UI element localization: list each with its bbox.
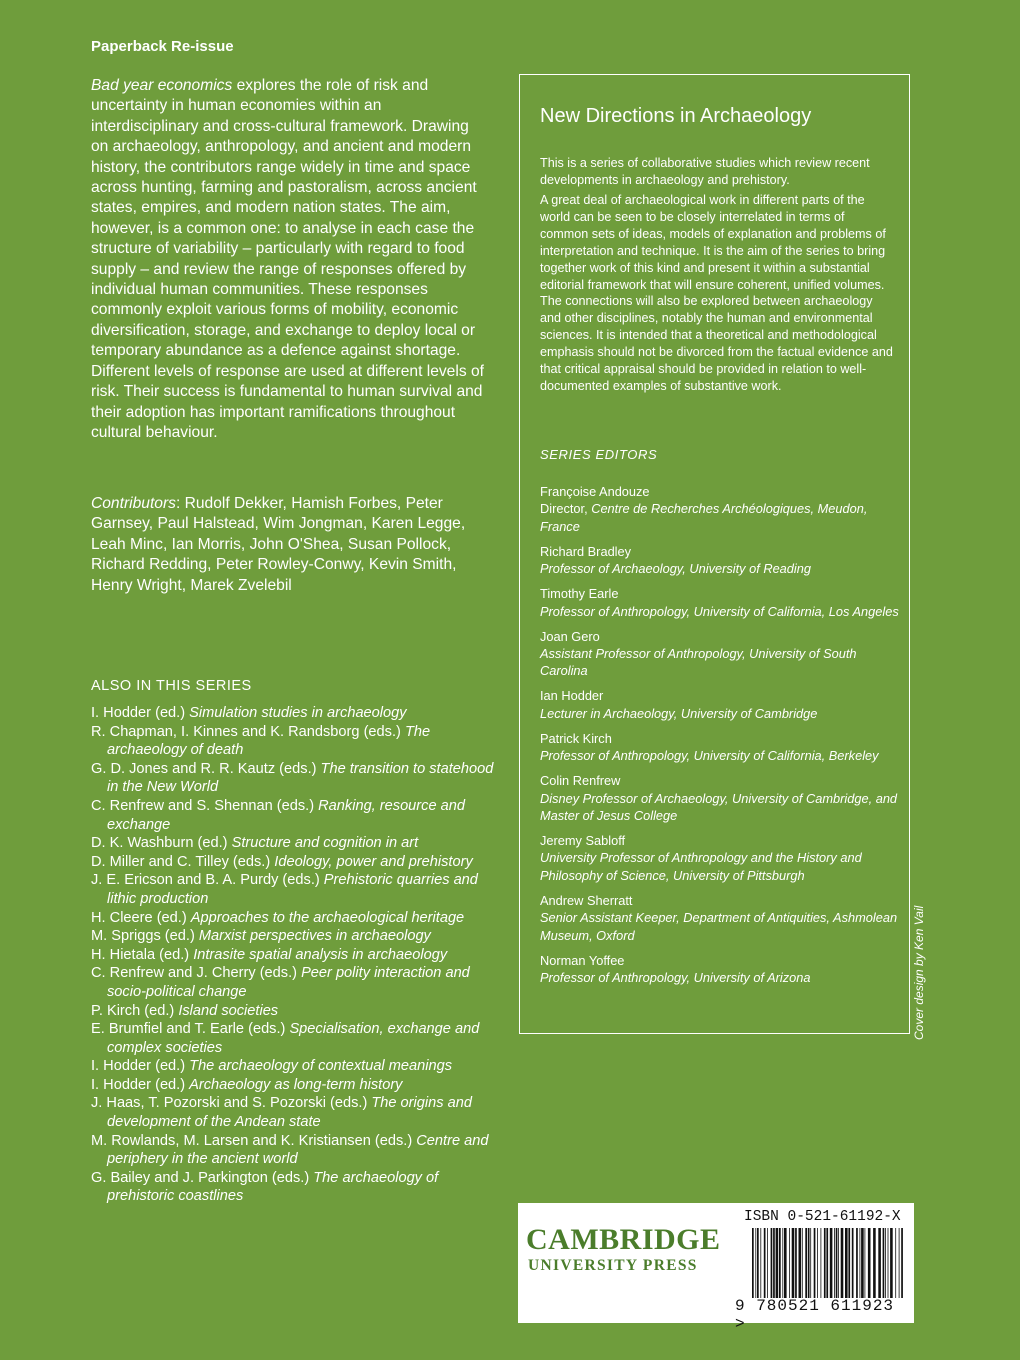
editor-role-text: Professor of Anthropology, University of California, Berkeley [540, 748, 879, 764]
series-book-item [91, 964, 501, 1001]
series-book-title: The archaeology of death [107, 723, 431, 759]
series-book-authors: D. K. Washburn (ed.) [91, 835, 232, 852]
contributors [91, 494, 486, 596]
series-book-authors: C. Renfrew and J. Cherry (eds.) [91, 965, 302, 982]
publisher-logo [526, 1225, 736, 1275]
series-book-authors: J. Haas, T. Pozorski and S. Pozorski (eds.) [91, 1095, 372, 1112]
series-book-authors: C. Renfrew and S. Shennan (eds.) [91, 797, 319, 814]
series-book-item [91, 1132, 501, 1169]
series-editors-list [540, 483, 900, 994]
series-book-title: Intrasite spatial analysis in archaeology [193, 946, 448, 963]
series-book-item [91, 760, 501, 797]
series-book-title: Prehistoric quarries and lithic production [107, 872, 478, 907]
editor-role [540, 790, 900, 825]
series-book-title: Marxist perspectives in archaeology [198, 928, 431, 945]
series-book-authors: R. Chapman, I. Kinnes and K. Randsborg (eds.) [91, 723, 405, 740]
series-editor [540, 483, 900, 535]
series-book-item [91, 1057, 501, 1076]
series-book-item [91, 909, 501, 928]
series-editor [540, 585, 900, 620]
editor-name: Colin Renfrew [540, 773, 621, 789]
series-book-title: Specialisation, exchange and complex societies [107, 1021, 480, 1056]
series-title: New Directions in Archaeology [540, 105, 812, 127]
series-book-item [91, 853, 501, 872]
editor-role-text: Professor of Archaeology, University of Reading [540, 561, 811, 577]
description-text: explores the role of risk and uncertainty in human economies within an interdisciplinary and cross-cultural framework. Drawing on archaeology, anthropology, and ancient and modern history, the contributors range widely in time and space across hunting, farming and pastoralism, across ancient states, empires, and modern nation states. The aim, however, is a common one: to analyse in each case the structure of variability – particularly with regard to food supply – and review the range of responses offered by individual human communities. These responses commonly exploit various forms of mobility, economic diversification, storage, and exchange to deploy local or temporary abundance as a defence against shortage. Different levels of response are used at different levels of risk. Their success is fundamental to human survival and their adoption has important ramifications throughout cultural behaviour. [91, 77, 484, 441]
series-book-item [91, 723, 501, 760]
series-book-title: Ranking, resource and exchange [107, 797, 465, 833]
editor-role-text: Senior Assistant Keeper, Department of Antiquities, Ashmolean Museum, Oxford [540, 910, 898, 943]
series-book-item [91, 1169, 501, 1206]
series-book-item [91, 946, 501, 965]
editor-role-text: Professor of Anthropology, University of Arizona [540, 970, 811, 986]
editor-role [540, 560, 900, 577]
series-paragraph-2: A great deal of archaeological work in different parts of the world can be seen to be closely interrelated in terms of common sets of ideas, models of explanation and problems of interpretation and technique. It is the aim of the series to bring together work of this kind and present it within a substantial editorial framework that will ensure coherent, unified volumes. The connections will also be explored between archaeology and other disciplines, notably the human and environmental sciences. It is intended that a theoretical and methodological emphasis should not be divorced from the factual evidence and that critical appraisal should be provided in relation to well-documented examples of substantive work. [540, 193, 893, 393]
also-in-series-heading: ALSO IN THIS SERIES [91, 678, 252, 694]
editor-role [540, 705, 900, 722]
series-book-title: Peer polity interaction and socio-political change [107, 965, 470, 1000]
editor-role [540, 849, 900, 884]
series-book-item [91, 797, 501, 834]
series-book-item [91, 1094, 501, 1131]
series-book-authors: M. Spriggs (ed.) [91, 928, 199, 945]
series-book-title: The origins and development of the Andean state [107, 1095, 472, 1131]
editor-role [540, 909, 900, 944]
publisher-press: UNIVERSITY PRESS [528, 1257, 698, 1274]
editor-name: Patrick Kirch [540, 730, 612, 746]
series-book-item [91, 927, 501, 946]
editor-role [540, 747, 900, 764]
book-title-italic: Bad year economics [91, 77, 233, 94]
series-editor [540, 730, 900, 765]
editor-name: Richard Bradley [540, 543, 632, 559]
series-book-title: Island societies [178, 1002, 279, 1019]
series-info-box [519, 74, 910, 1034]
series-book-title: The archaeology of contextual meanings [189, 1058, 453, 1075]
publisher-name: CAMBRIDGE [526, 1223, 721, 1256]
series-paragraph-1: This is a series of collaborative studies which review recent developments in archaeology and prehistory. [540, 156, 870, 187]
editor-role-text: University Professor of Anthropology and the History and Philosophy of Science, University of Pittsburgh [540, 850, 862, 883]
series-book-title: Centre and periphery in the ancient world [107, 1132, 489, 1168]
series-book-authors: I. Hodder (ed.) [91, 1076, 190, 1093]
series-book-item [91, 704, 501, 723]
series-book-authors: E. Brumfiel and T. Earle (eds.) [91, 1021, 290, 1038]
editor-role [540, 603, 900, 620]
isbn-number: ISBN 0-521-61192-X [744, 1209, 901, 1225]
series-editor [540, 543, 900, 578]
editor-role-text: Lecturer in Archaeology, University of Cambridge [540, 705, 818, 721]
barcode-icon [752, 1228, 904, 1298]
editor-name: Timothy Earle [540, 586, 619, 602]
series-editor [540, 952, 900, 987]
editor-role [540, 645, 900, 680]
series-book-authors: J. E. Ericson and B. A. Purdy (eds.) [91, 872, 324, 889]
editor-name: Jeremy Sabloff [540, 833, 626, 849]
series-book-authors: P. Kirch (ed.) [91, 1002, 179, 1019]
editor-role-prefix: Director, [540, 501, 592, 517]
editor-role-text: Disney Professor of Archaeology, University of Cambridge, and Master of Jesus College [540, 790, 898, 824]
editor-role [540, 500, 900, 535]
series-book-title: The archaeology of prehistoric coastlines [107, 1169, 439, 1205]
series-editors-heading: SERIES EDITORS [540, 447, 658, 462]
editor-name: Ian Hodder [540, 688, 604, 704]
contributors-names: : Rudolf Dekker, Hamish Forbes, Peter Garnsey, Paul Halstead, Wim Jongman, Karen Legge, Leah Minc, Ian Morris, John O'Shea, Susan Pollock, Richard Redding, Peter Rowley-Conwy, Kevin Smith, Henry Wright, Marek Zvelebil [91, 495, 466, 594]
series-editor [540, 628, 900, 680]
series-editor [540, 832, 900, 884]
reissue-label: Paperback Re-issue [91, 38, 234, 55]
editor-name: Françoise Andouze [540, 484, 650, 499]
publisher-panel [518, 1203, 914, 1333]
series-editor [540, 772, 900, 824]
series-book-authors: H. Hietala (ed.) [91, 946, 194, 963]
series-book-authors: I. Hodder (ed.) [91, 1058, 190, 1075]
editor-name: Norman Yoffee [540, 952, 625, 968]
series-book-authors: G. Bailey and J. Parkington (eds.) [91, 1169, 314, 1186]
series-book-authors: I. Hodder (ed.) [91, 705, 190, 721]
series-book-item [91, 1076, 501, 1095]
series-book-item [91, 1020, 501, 1057]
series-book-title: The transition to statehood in the New World [107, 760, 494, 796]
series-book-authors: D. Miller and C. Tilley (eds.) [91, 853, 275, 870]
editor-role-text: Assistant Professor of Anthropology, University of South Carolina [540, 646, 857, 679]
editor-role-text: Professor of Anthropology, University of California, Los Angeles [540, 603, 899, 619]
series-book-title: Archaeology as long-term history [189, 1076, 403, 1093]
series-book-title: Simulation studies in archaeology [189, 705, 407, 721]
series-book-title: Ideology, power and prehistory [274, 853, 473, 870]
contributors-label: Contributors [91, 495, 176, 512]
series-book-authors: M. Rowlands, M. Larsen and K. Kristiansen (eds.) [91, 1132, 417, 1149]
editor-role [540, 969, 900, 986]
editor-name: Joan Gero [540, 628, 600, 644]
editor-name: Andrew Sherratt [540, 892, 633, 908]
series-book-title: Structure and cognition in art [231, 835, 419, 852]
cover-credit: Cover design by Ken Vail [912, 905, 926, 1040]
series-book-item [91, 1002, 501, 1021]
series-editor [540, 892, 900, 944]
book-description [91, 76, 486, 443]
also-in-series-list [91, 704, 501, 1206]
series-book-item [91, 871, 501, 908]
series-book-authors: G. D. Jones and R. R. Kautz (eds.) [91, 760, 321, 777]
series-book-title: Approaches to the archaeological heritage [190, 909, 465, 926]
series-book-item [91, 834, 501, 853]
ean-number: 9 780521 611923 > [735, 1297, 895, 1333]
series-editor [540, 687, 900, 722]
editor-role-text: Centre de Recherches Archéologiques, Meudon, France [540, 501, 868, 534]
series-book-authors: H. Cleere (ed.) [91, 909, 191, 926]
